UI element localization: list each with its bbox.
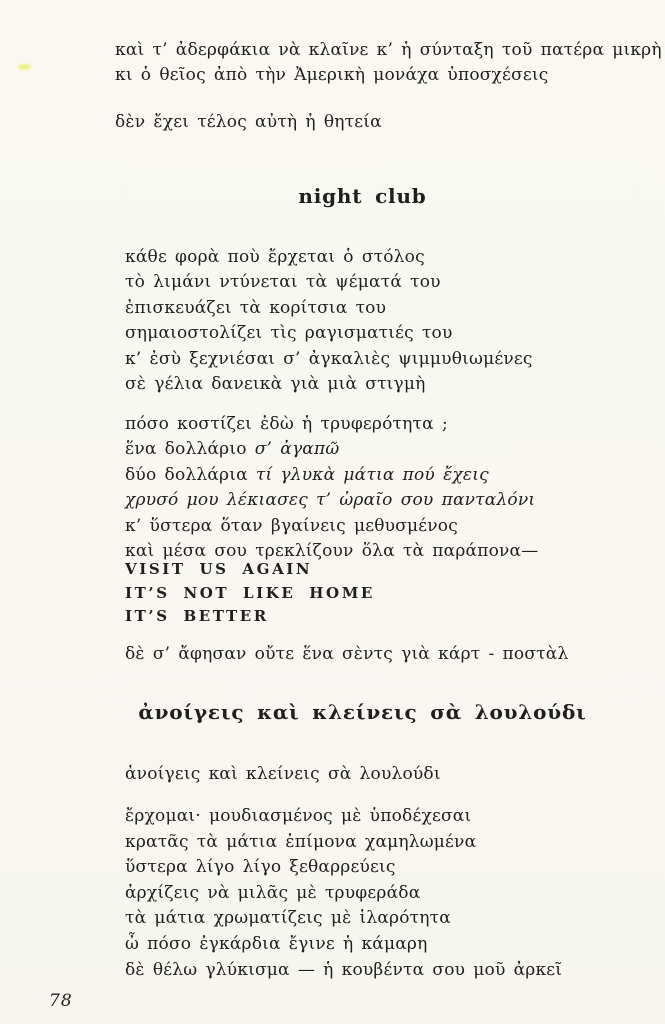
poem-line: IT’S NOT LIKE HOME <box>125 583 375 602</box>
poem-line: σὲ γέλια δανεικὰ γιὰ μιὰ στιγμὴ <box>125 374 426 395</box>
poem1-title: night club <box>298 184 427 208</box>
poem-line: σημαιοστολίζει τὶς ραγισματιές του <box>125 323 453 344</box>
poem-line: τὰ μάτια χρωματίζεις μὲ ἱλαρότητα <box>125 908 451 929</box>
intro-stanza <box>115 38 662 89</box>
paper-speck <box>18 64 31 70</box>
page-number: 78 <box>49 991 73 1011</box>
poem-line <box>125 488 615 513</box>
poem-line-segment: δύο δολλάρια <box>125 464 256 485</box>
poem2-title: ἀνοίγεις καὶ κλείνεις σὰ λουλούδι <box>138 700 587 724</box>
poem-line: κάθε φορὰ ποὺ ἔρχεται ὁ στόλος <box>125 247 425 267</box>
poem1-stanza2 <box>125 412 615 564</box>
poem-line: ἐπισκευάζει τὰ κορίτσια του <box>125 297 387 318</box>
poem-line-segment: κ’ ὕστερα ὅταν βγαίνεις μεθυσμένος <box>125 515 458 536</box>
poem-line: VISIT US AGAIN <box>125 560 313 578</box>
poem-line: ἔρχομαι· μουδιασμένος μὲ ὑποδέχεσαι <box>125 806 472 826</box>
poem2-opening-line: ἀνοίγεις καὶ κλείνεις σὰ λουλούδι <box>125 764 441 784</box>
poem-line: καὶ τ’ ἀδερφάκια νὰ κλαῖνε κ’ ἡ σύνταξη τοῦ πατέρα μικρὴ <box>115 40 662 60</box>
poem1-stanza1 <box>125 245 615 397</box>
poem-line-segment: ἕνα δολλάριο <box>125 439 255 460</box>
poem2-stanza <box>125 804 615 983</box>
poem-line: κι ὁ θεῖος ἀπὸ τὴν Ἀμερικὴ μονάχα ὑποσχέσεις <box>115 65 549 86</box>
poem-line: κρατᾶς τὰ μάτια ἐπίμονα χαμηλωμένα <box>125 831 477 852</box>
poem1-closing-line: δὲ σ’ ἄφησαν οὔτε ἕνα σὲντς γιὰ κάρτ - ποστὰλ <box>125 644 569 664</box>
poem-line: δὲ θέλω γλύκισμα — ἡ κουβέντα σου μοῦ ἀρκεῖ <box>125 959 563 980</box>
poem-line-segment-italic: τί γλυκὰ μάτια πού ἔχεις <box>255 464 489 485</box>
poem-line: τὸ λιμάνι ντύνεται τὰ ψέματά του <box>125 272 441 293</box>
intro-closing-line: δὲν ἔχει τέλος αὐτὴ ἡ θητεία <box>115 112 382 132</box>
poem-line-segment: καὶ μέσα σου τρεκλίζουν ὅλα τὰ παράπονα— <box>125 541 539 562</box>
poem-line: ἀρχίζεις νὰ μιλᾶς μὲ τρυφεράδα <box>125 882 421 903</box>
poem-line <box>125 463 615 488</box>
poem-line: IT’S BETTER <box>125 607 269 625</box>
poem1-english-lines <box>125 558 615 629</box>
poem-line: κ’ ἐσὺ ξεχνιέσαι σ’ ἀγκαλιὲς ψιμμυθιωμένες <box>125 348 533 369</box>
poem-line-segment-italic: σ’ ἀγαπῶ <box>254 439 340 460</box>
poem-line-segment-italic: χρυσό μου λέκιασες τ’ ὡραῖο σου πανταλόνι <box>125 490 536 511</box>
poem-line: ὦ πόσο ἐγκάρδια ἔγινε ἡ κάμαρη <box>125 933 428 954</box>
poem-line <box>125 437 615 462</box>
poem-line <box>125 412 615 437</box>
poem-line-segment: πόσο κοστίζει ἐδὼ ἡ τρυφερότητα ; <box>125 414 448 434</box>
poem-line <box>125 514 615 539</box>
poem-line: ὕστερα λίγο λίγο ξεθαρρεύεις <box>125 857 396 878</box>
